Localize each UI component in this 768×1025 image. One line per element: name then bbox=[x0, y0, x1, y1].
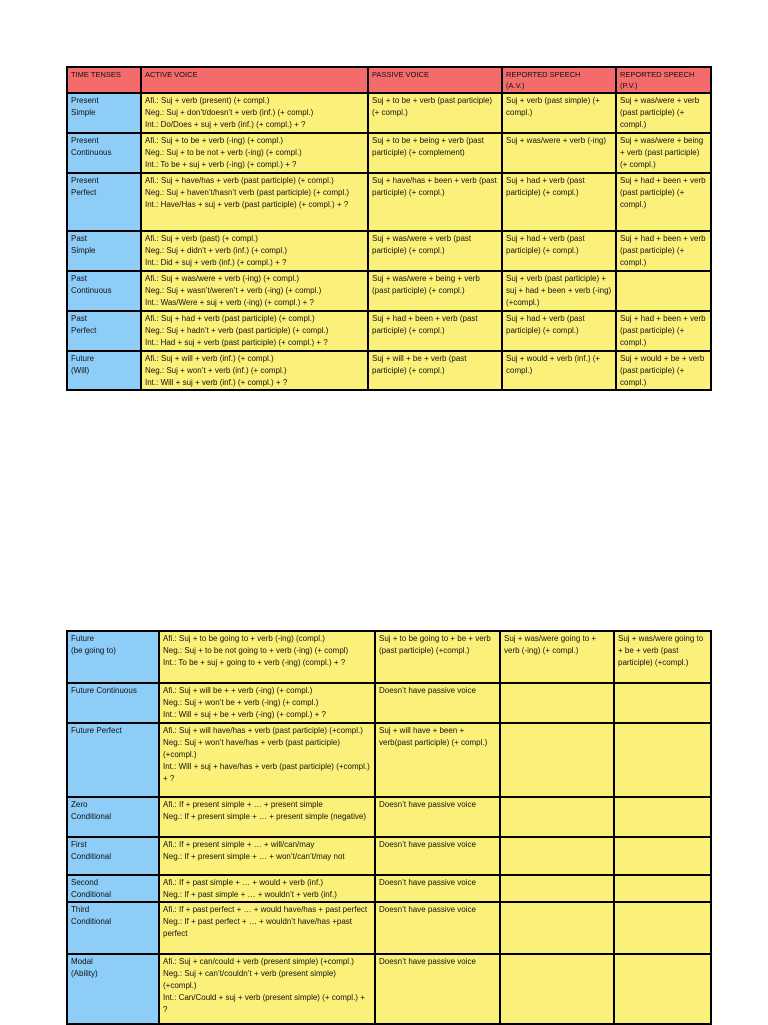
cell-reported-speech-av bbox=[500, 954, 614, 1024]
grammar-tenses-table-continued bbox=[66, 630, 712, 1025]
cell-tense: Present Continuous bbox=[67, 133, 141, 173]
cell-reported-speech-av bbox=[500, 837, 614, 875]
table-row bbox=[67, 875, 711, 902]
cell-active-voice: Afi.: If + present simple + … + will/can/may Neg.: If + present simple + … + won’t/can’t/may not bbox=[159, 837, 375, 875]
cell-passive-voice: Doesn’t have passive voice bbox=[375, 683, 500, 723]
table-row bbox=[67, 954, 711, 1024]
cell-passive-voice: Suj + to be going to + be + verb (past participle) (+compl.) bbox=[375, 631, 500, 683]
cell-reported-speech-av bbox=[500, 902, 614, 954]
cell-reported-speech-pv: Suj + had + been + verb (past participle) (+ compl.) bbox=[616, 173, 711, 231]
cell-reported-speech-av: Suj + would + verb (inf.) (+ compl.) bbox=[502, 351, 616, 390]
cell-active-voice: Afi.: Suj + had + verb (past participle) (+ compl.) Neg.: Suj + hadn’t + verb (past participle) (+ compl.) Int.: Had + suj + verb (past participle) (+ compl.) + ? bbox=[141, 311, 368, 351]
cell-passive-voice: Suj + have/has + been + verb (past participle) (+ compl.) bbox=[368, 173, 502, 231]
cell-reported-speech-pv bbox=[614, 837, 711, 875]
cell-reported-speech-pv bbox=[614, 902, 711, 954]
cell-active-voice: Afi.: If + past simple + … + would + verb (inf.) Neg.: If + past simple + … + wouldn’t + verb (inf.) bbox=[159, 875, 375, 902]
cell-active-voice: Afi.: Suj + will have/has + verb (past participle) (+compl.) Neg.: Suj + won’t have/has + verb (past participle) (+compl.) Int.: Will + suj + have/has + verb (past participle) (+compl.) + ? bbox=[159, 723, 375, 797]
cell-tense: Past Perfect bbox=[67, 311, 141, 351]
table-row bbox=[67, 93, 711, 133]
cell-reported-speech-av: Suj + verb (past participle) + suj + had + been + verb (-ing) (+compl.) bbox=[502, 271, 616, 311]
cell-passive-voice: Suj + will have + been + verb(past participle) (+ compl.) bbox=[375, 723, 500, 797]
cell-passive-voice: Doesn’t have passive voice bbox=[375, 875, 500, 902]
cell-active-voice: Afi.: Suj + can/could + verb (present simple) (+compl.) Neg.: Suj + can’t/couldn’t + verb (present simple) (+compl.) Int.: Can/Could + suj + verb (present simple) (+ compl.) + ? bbox=[159, 954, 375, 1024]
cell-tense: Modal (Ability) bbox=[67, 954, 159, 1024]
cell-reported-speech-av bbox=[500, 875, 614, 902]
cell-active-voice: Afi.: Suj + verb (past) (+ compl.) Neg.: Suj + didn’t + verb (inf.) (+ compl.) Int.: Did + suj + verb (inf.) (+ compl.) + ? bbox=[141, 231, 368, 271]
cell-tense: Future (Will) bbox=[67, 351, 141, 390]
cell-reported-speech-pv: Suj + had + been + verb (past participle) (+ compl.) bbox=[616, 311, 711, 351]
table-row bbox=[67, 837, 711, 875]
cell-reported-speech-av bbox=[500, 797, 614, 837]
header-tense: TIME TENSES bbox=[67, 67, 141, 93]
header-passive-voice: PASSIVE VOICE bbox=[368, 67, 502, 93]
cell-active-voice: Afi.: Suj + will be + + verb (-ing) (+ compl.) Neg.: Suj + won’t be + verb (-ing) (+ compl.) Int.: Will + suj + be + verb (-ing) (+ compl.) + ? bbox=[159, 683, 375, 723]
cell-reported-speech-av bbox=[500, 723, 614, 797]
cell-active-voice: Afi.: Suj + will + verb (inf.) (+ compl.) Neg.: Suj + won’t + verb (inf.) (+ compl.) Int.: Will + suj + verb (inf.) (+ compl.) + ? bbox=[141, 351, 368, 390]
header-reported-speech-av: REPORTED SPEECH (A.V.) bbox=[502, 67, 616, 93]
cell-active-voice: Afi.: If + present simple + … + present simple Neg.: If + present simple + … + present simple (negative) bbox=[159, 797, 375, 837]
table-row bbox=[67, 271, 711, 311]
cell-reported-speech-pv bbox=[614, 954, 711, 1024]
cell-reported-speech-av bbox=[500, 683, 614, 723]
cell-active-voice: Afi.: If + past perfect + … + would have/has + past perfect Neg.: If + past perfect + … + wouldn’t have/has +past perfect bbox=[159, 902, 375, 954]
cell-passive-voice: Doesn’t have passive voice bbox=[375, 902, 500, 954]
cell-passive-voice: Doesn’t have passive voice bbox=[375, 837, 500, 875]
cell-tense: Third Conditional bbox=[67, 902, 159, 954]
header-reported-speech-pv: REPORTED SPEECH (P.V.) bbox=[616, 67, 711, 93]
cell-reported-speech-av: Suj + had + verb (past participle) (+ compl.) bbox=[502, 231, 616, 271]
cell-tense: Future (be going to) bbox=[67, 631, 159, 683]
cell-reported-speech-av: Suj + verb (past simple) (+ compl.) bbox=[502, 93, 616, 133]
cell-reported-speech-pv bbox=[614, 797, 711, 837]
cell-reported-speech-pv: Suj + was/were + verb (past participle) (+ compl.) bbox=[616, 93, 711, 133]
cell-tense: Present Simple bbox=[67, 93, 141, 133]
cell-tense: Second Conditional bbox=[67, 875, 159, 902]
cell-reported-speech-pv bbox=[616, 271, 711, 311]
cell-active-voice: Afi.: Suj + was/were + verb (-ing) (+ compl.) Neg.: Suj + wasn’t/weren’t + verb (-ing) (+ compl.) Int.: Was/Were + suj + verb (-ing) (+ compl.) + ? bbox=[141, 271, 368, 311]
cell-tense: Future Perfect bbox=[67, 723, 159, 797]
cell-tense: Past Simple bbox=[67, 231, 141, 271]
cell-reported-speech-pv: Suj + was/were + being + verb (past participle) (+ compl.) bbox=[616, 133, 711, 173]
cell-reported-speech-av: Suj + had + verb (past participle) (+ compl.) bbox=[502, 311, 616, 351]
table-row bbox=[67, 902, 711, 954]
cell-passive-voice: Suj + was/were + verb (past participle) (+ compl.) bbox=[368, 231, 502, 271]
cell-reported-speech-av: Suj + had + verb (past participle) (+ compl.) bbox=[502, 173, 616, 231]
cell-passive-voice: Suj + to be + being + verb (past participle) (+ complement) bbox=[368, 133, 502, 173]
cell-reported-speech-pv bbox=[614, 723, 711, 797]
grammar-tenses-table bbox=[66, 66, 712, 391]
table-row bbox=[67, 311, 711, 351]
cell-passive-voice: Suj + will + be + verb (past participle) (+ compl.) bbox=[368, 351, 502, 390]
cell-tense: First Conditional bbox=[67, 837, 159, 875]
table-row bbox=[67, 231, 711, 271]
cell-passive-voice: Suj + was/were + being + verb (past participle) (+ compl.) bbox=[368, 271, 502, 311]
table-row bbox=[67, 683, 711, 723]
header-active-voice: ACTIVE VOICE bbox=[141, 67, 368, 93]
cell-tense: Present Perfect bbox=[67, 173, 141, 231]
cell-reported-speech-pv: Suj + was/were going to + be + verb (past participle) (+compl.) bbox=[614, 631, 711, 683]
cell-active-voice: Afi.: Suj + to be going to + verb (-ing) (compl.) Neg.: Suj + to be not going to + verb (-ing) (+ compl) Int.: To be + suj + going to + verb (-ing) (compl.) + ? bbox=[159, 631, 375, 683]
cell-reported-speech-av: Suj + was/were + verb (-ing) bbox=[502, 133, 616, 173]
table-row bbox=[67, 351, 711, 390]
cell-reported-speech-pv: Suj + would + be + verb (past participle) (+ compl.) bbox=[616, 351, 711, 390]
cell-passive-voice: Doesn’t have passive voice bbox=[375, 954, 500, 1024]
cell-passive-voice: Doesn’t have passive voice bbox=[375, 797, 500, 837]
cell-passive-voice: Suj + had + been + verb (past participle) (+ compl.) bbox=[368, 311, 502, 351]
table-row bbox=[67, 631, 711, 683]
table-row bbox=[67, 133, 711, 173]
cell-tense: Future Continuous bbox=[67, 683, 159, 723]
cell-active-voice: Afi.: Suj + verb (present) (+ compl.) Neg.: Suj + don’t/doesn’t + verb (inf.) (+ compl.) Int.: Do/Does + suj + verb (inf.) (+ compl.) + ? bbox=[141, 93, 368, 133]
cell-tense: Zero Conditional bbox=[67, 797, 159, 837]
cell-passive-voice: Suj + to be + verb (past participle) (+ compl.) bbox=[368, 93, 502, 133]
table-row bbox=[67, 797, 711, 837]
header-row bbox=[67, 67, 711, 93]
table-row bbox=[67, 173, 711, 231]
cell-reported-speech-pv bbox=[614, 683, 711, 723]
cell-reported-speech-pv bbox=[614, 875, 711, 902]
cell-tense: Past Continuous bbox=[67, 271, 141, 311]
cell-reported-speech-av: Suj + was/were going to + verb (-ing) (+ compl.) bbox=[500, 631, 614, 683]
table-row bbox=[67, 723, 711, 797]
cell-active-voice: Afi.: Suj + to be + verb (-ing) (+ compl.) Neg.: Suj + to be not + verb (-ing) (+ compl.) Int.: To be + suj + verb (-ing) (+ compl.) + ? bbox=[141, 133, 368, 173]
cell-active-voice: Afi.: Suj + have/has + verb (past participle) (+ compl.) Neg.: Suj + haven’t/hasn’t verb (past participle) (+ compl.) Int.: Have/Has + suj + verb (past participle) (+ compl.) + ? bbox=[141, 173, 368, 231]
cell-reported-speech-pv: Suj + had + been + verb (past participle) (+ compl.) bbox=[616, 231, 711, 271]
